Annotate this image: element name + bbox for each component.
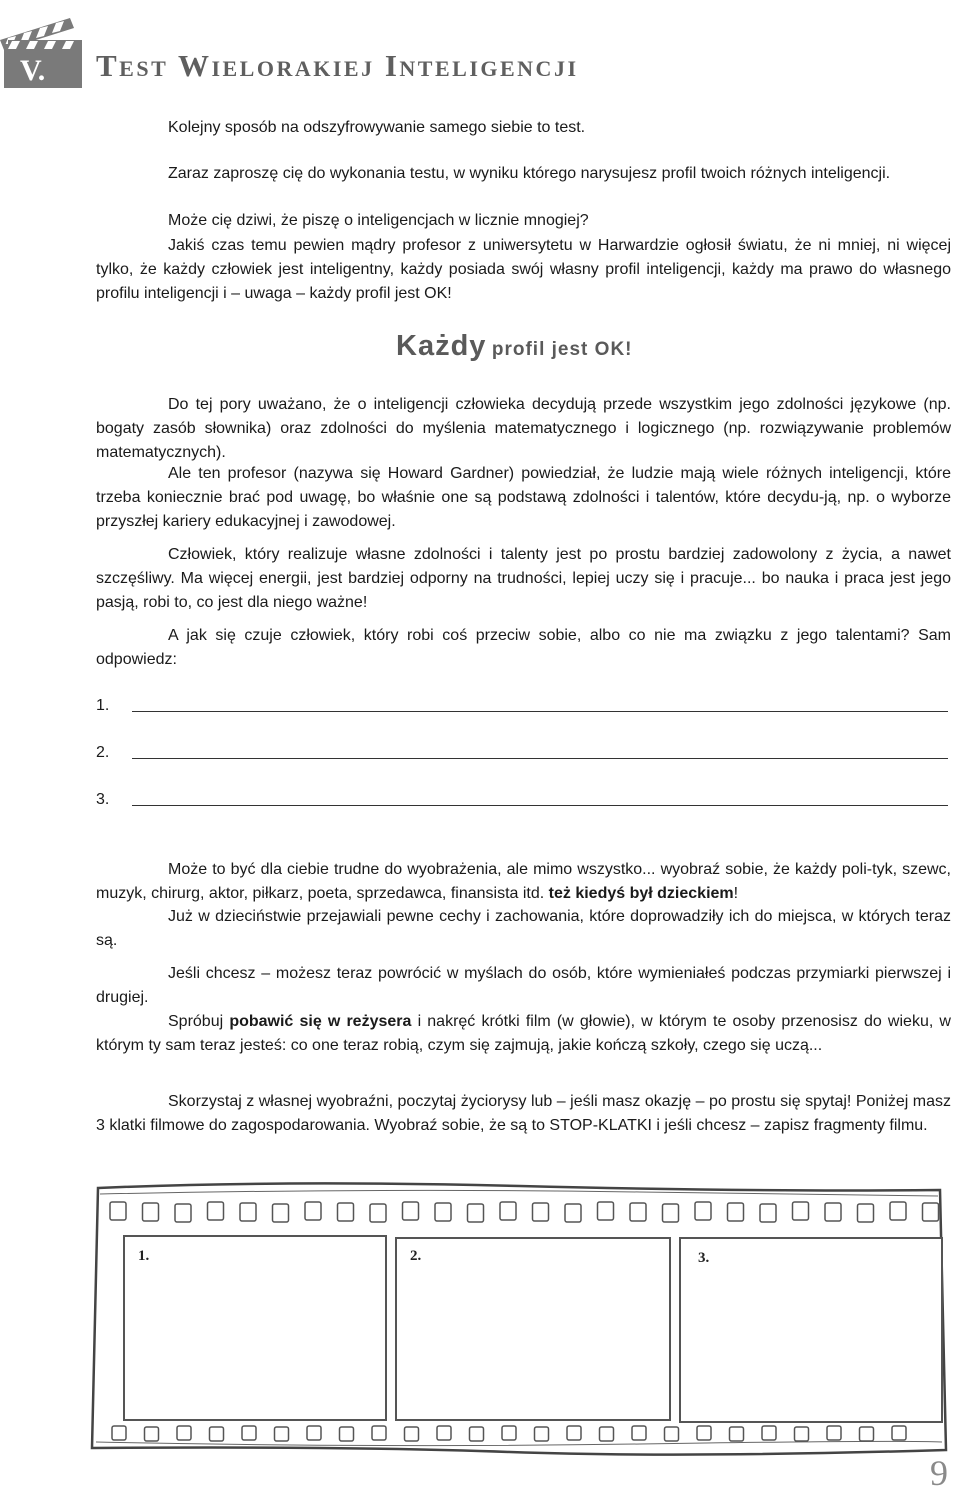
film-sprocket-hole <box>405 1427 419 1441</box>
film-sprocket-hole <box>502 1426 516 1440</box>
answer-line-1[interactable] <box>96 694 948 718</box>
film-sprocket-hole <box>372 1426 386 1440</box>
paragraph-previous-view: Do tej pory uważano, że o inteligencji człowieka decydują przede wszystkim jego zdolności językowe (np. bogaty zasób słownika) oraz zdolności do myślenia matematycznego i logicznego (np. rozwiązywanie problemów matematycznych). <box>96 396 951 461</box>
film-sprocket-hole <box>468 1204 484 1222</box>
film-sprocket-hole <box>175 1204 191 1222</box>
film-sprocket-hole <box>858 1204 874 1222</box>
answer-number: 3. <box>96 791 110 808</box>
film-sprocket-hole <box>500 1202 516 1220</box>
film-sprocket-hole <box>890 1202 906 1220</box>
emphasis-director: pobawić się w reżysera <box>229 1013 412 1030</box>
film-frame-2[interactable] <box>396 1238 670 1420</box>
film-sprocket-hole <box>210 1427 224 1441</box>
film-sprocket-hole <box>923 1203 939 1221</box>
paragraph-happiness: Człowiek, który realizuje własne zdolności i talenty jest po prostu bardziej zadowolony z życia, a nawet szczęśliwy. Ma więcej energii, jest bardziej odporny na trudności, lepiej uczy się i pracuje... bo nauka i praca jest jego pasją, robi to, co jest dla niego ważne! <box>96 546 951 611</box>
film-sprocket-hole <box>632 1426 646 1440</box>
film-sprocket-hole <box>728 1203 744 1221</box>
paragraph-childhood: Już w dzieciństwie przejawiali pewne cechy i zachowania, które doprowadziły ich do miejsca, w których teraz są. <box>96 908 951 949</box>
paragraph-professor: Jakiś czas temu pewien mądry profesor z uniwersytetu w Harwardzie ogłosił światu, że ni mniej, ni więcej tylko, że każdy człowiek jest inteligentny, każdy posiada swój własny profil inteligencji, każdy ma prawo do własnego profilu inteligencji i – uwaga – każdy profil jest OK! <box>96 237 951 302</box>
answer-underline <box>132 758 948 759</box>
film-sprocket-hole <box>403 1202 419 1220</box>
paragraph-invitation: Zaraz zaproszę cię do wykonania testu, w wyniku którego narysujesz profil twoich różnych inteligencji. <box>168 165 891 182</box>
film-sprocket-hole <box>242 1426 256 1440</box>
film-sprocket-hole <box>795 1427 809 1441</box>
chapter-title: Test Wielorakiej Inteligencji <box>96 48 579 83</box>
film-strip <box>80 1180 955 1460</box>
film-sprocket-hole <box>437 1426 451 1440</box>
film-frame-1[interactable] <box>124 1236 386 1420</box>
film-frame-number: 3. <box>698 1250 710 1266</box>
paragraph-return: Jeśli chcesz – możesz teraz powrócić w myślach do osób, które wymieniałeś podczas przymiarki pierwszej i drugiej. <box>96 965 951 1006</box>
paragraph-director: Spróbuj pobawić się w reżysera i nakręć krótki film (w głowie), w którym te osoby przenosisz do wieku, w którym ty sam teraz jesteś: co one teraz robią, czym się zajmują, jakie kończą szkoły, czego się uczą... <box>96 1013 951 1054</box>
answer-underline <box>132 711 948 712</box>
chapter-badge <box>0 0 83 88</box>
film-sprocket-hole <box>860 1427 874 1441</box>
film-sprocket-hole <box>305 1202 321 1220</box>
film-sprocket-hole <box>825 1203 841 1221</box>
paragraph-gardner: Ale ten profesor (nazywa się Howard Gardner) powiedział, że ludzie mają wiele różnych inteligencji, które trzeba koniecznie brać pod uwagę, bo właśnie one są podstawą zdolności i talentów, które decydu-ją, np. o wyborze przyszłej kariery edukacyjnej i zawodowej. <box>96 465 951 530</box>
answer-underline <box>132 805 948 806</box>
paragraph-intro: Kolejny sposób na odszyfrowywanie samego siebie to test. <box>168 119 586 136</box>
film-sprocket-hole <box>600 1427 614 1441</box>
paragraph-answer-prompt: A jak się czuje człowiek, który robi coś przeciw sobie, albo co nie ma związku z jego talentami? Sam odpowiedz: <box>96 627 951 668</box>
film-sprocket-hole <box>535 1427 549 1441</box>
answer-line-2[interactable] <box>96 741 948 765</box>
answer-number: 2. <box>96 744 110 761</box>
film-sprocket-hole <box>370 1204 386 1222</box>
film-sprocket-hole <box>470 1427 484 1441</box>
film-sprocket-hole <box>695 1202 711 1220</box>
film-sprocket-hole <box>793 1202 809 1220</box>
page-number: 9 <box>930 1453 948 1493</box>
film-sprocket-hole <box>338 1203 354 1221</box>
film-sprocket-hole <box>665 1427 679 1441</box>
film-sprocket-hole <box>307 1426 321 1440</box>
film-sprocket-hole <box>760 1204 776 1222</box>
film-frame-number: 2. <box>410 1248 422 1264</box>
emphasis-was-child: też kiedyś był dzieckiem <box>548 885 734 902</box>
film-sprocket-hole <box>730 1427 744 1441</box>
film-sprocket-hole <box>598 1202 614 1220</box>
headline-every-profile-ok: Każdy profil jest OK! <box>396 330 633 362</box>
film-sprocket-hole <box>112 1426 126 1440</box>
film-sprocket-hole <box>273 1204 289 1222</box>
paragraph-question: Może cię dziwi, że piszę o inteligencjach w licznie mnogiej? <box>168 212 589 229</box>
answer-line-3[interactable] <box>96 788 948 812</box>
film-sprocket-hole <box>435 1203 451 1221</box>
paragraph-film-frames: Skorzystaj z własnej wyobraźni, poczytaj życiorysy lub – jeśli masz okazję – po prostu się spytaj! Poniżej masz 3 klatki filmowe do zagospodarowania. Wyobraź sobie, że są to STOP-KLATKI i jeśli chcesz – zapisz fragmenty filmu. <box>96 1093 951 1134</box>
film-sprocket-hole <box>663 1204 679 1222</box>
film-sprocket-hole <box>340 1427 354 1441</box>
film-sprocket-hole <box>892 1426 906 1440</box>
film-sprocket-hole <box>827 1426 841 1440</box>
film-frame-number: 1. <box>138 1248 150 1264</box>
film-sprocket-hole <box>762 1426 776 1440</box>
film-sprocket-hole <box>275 1427 289 1441</box>
film-sprocket-hole <box>567 1426 581 1440</box>
film-sprocket-hole <box>240 1203 256 1221</box>
film-sprocket-hole <box>565 1204 581 1222</box>
film-sprocket-hole <box>697 1426 711 1440</box>
film-sprocket-hole <box>208 1202 224 1220</box>
answer-number: 1. <box>96 697 110 714</box>
paragraph-imagine: Może to być dla ciebie trudne do wyobrażenia, ale mimo wszystko... wyobraź sobie, że każdy poli-tyk, szewc, muzyk, chirurg, aktor, piłkarz, poeta, sprzedawca, finansista itd. też kiedyś był dzieckiem! <box>96 861 951 902</box>
film-sprocket-hole <box>533 1203 549 1221</box>
film-sprocket-hole <box>110 1202 126 1220</box>
film-sprocket-hole <box>630 1203 646 1221</box>
film-sprocket-hole <box>145 1427 159 1441</box>
chapter-number: V. <box>20 54 46 87</box>
film-frame-3[interactable] <box>680 1238 942 1422</box>
film-sprocket-hole <box>143 1203 159 1221</box>
film-sprocket-hole <box>177 1426 191 1440</box>
